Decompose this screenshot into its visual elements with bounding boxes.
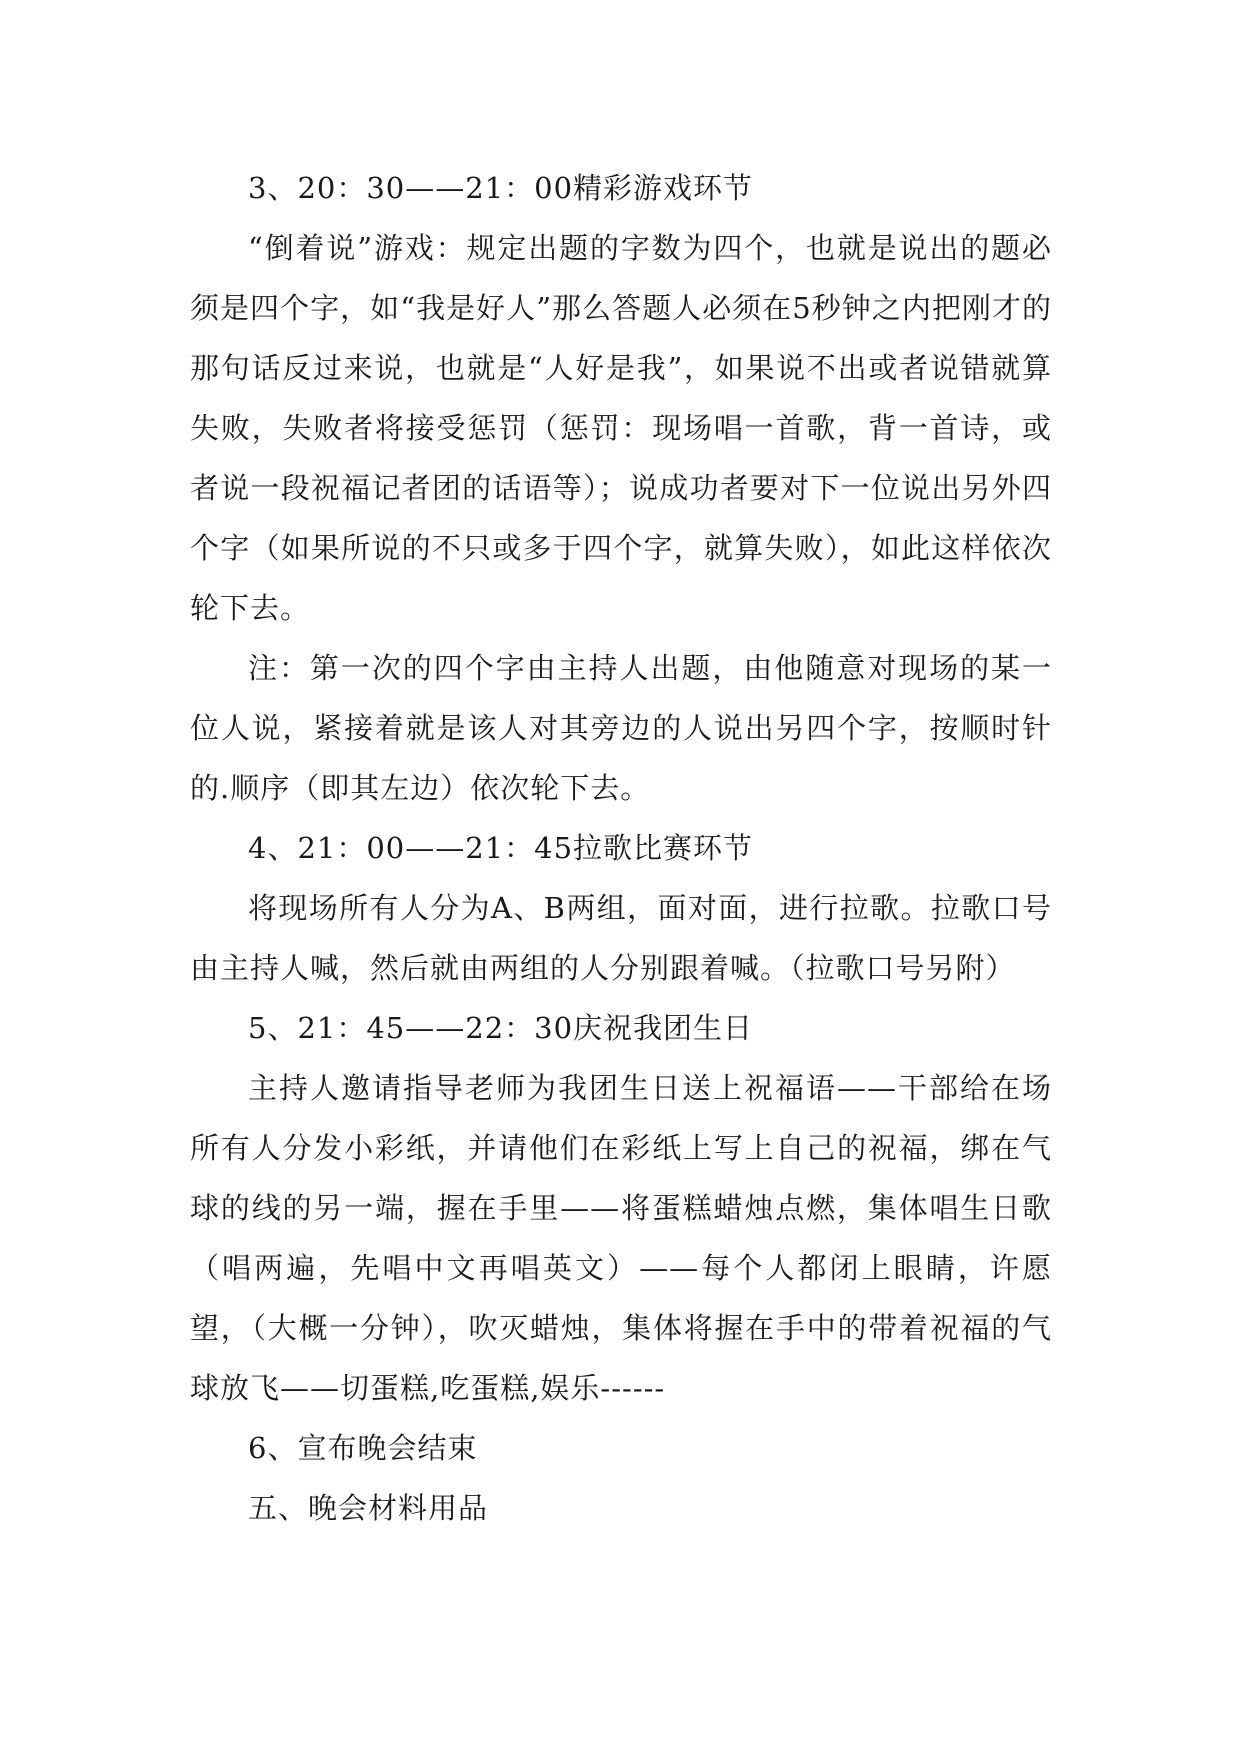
paragraph-section-4-heading: 4、21：00——21：45拉歌比赛环节 — [248, 831, 754, 865]
paragraph-section-6-heading: 6、宣布晚会结束 — [248, 1431, 478, 1465]
paragraph-section-3-heading: 3、20：30——21：00精彩游戏环节 — [248, 171, 754, 205]
document-body — [190, 158, 1052, 1538]
paragraph-section-five-heading: 五、晚会材料用品 — [248, 1491, 489, 1525]
paragraph-singing-contest: 将现场所有人分为A、B两组，面对面，进行拉歌。拉歌口号由主持人喊，然后就由两组的人分别跟着喊。（拉歌口号另附） — [190, 891, 1052, 985]
paragraph-birthday-celebration: 主持人邀请指导老师为我团生日送上祝福语——干部给在场所有人分发小彩纸，并请他们在彩纸上写上自己的祝福，绑在气球的线的另一端，握在手里——将蛋糕蜡烛点燃，集体唱生日歌（唱两遍，先唱中文再唱英文）——每个人都闭上眼睛，许愿望，（大概一分钟），吹灭蜡烛，集体将握在手中的带着祝福的气球放飞——切蛋糕,吃蛋糕,娱乐------ — [190, 1071, 1052, 1405]
paragraph-game-note: 注：第一次的四个字由主持人出题，由他随意对现场的某一位人说，紧接着就是该人对其旁边的人说出另四个字，按顺时针的.顺序（即其左边）依次轮下去。 — [190, 651, 1052, 805]
paragraph-section-5-heading: 5、21：45——22：30庆祝我团生日 — [248, 1011, 754, 1045]
paragraph-reverse-game-rules: “倒着说”游戏：规定出题的字数为四个，也就是说出的题必须是四个字，如“我是好人”那么答题人必须在5秒钟之内把刚才的那句话反过来说，也就是“人好是我”，如果说不出或者说错就算失败，失败者将接受惩罚（惩罚：现场唱一首歌，背一首诗，或者说一段祝福记者团的话语等）；说成功者要对下一位说出另外四个字（如果所说的不只或多于四个字，就算失败），如此这样依次轮下去。 — [190, 231, 1052, 625]
